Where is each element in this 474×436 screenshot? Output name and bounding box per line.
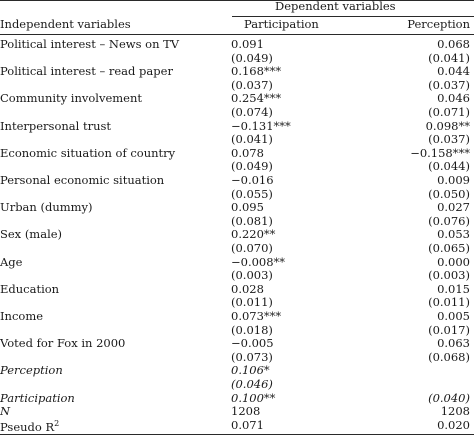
row-label <box>0 281 60 296</box>
participation-std-error: (0.049) <box>231 159 273 174</box>
row-label-text: Political interest – read paper <box>0 64 173 79</box>
row-label-text: Community involvement <box>0 91 143 106</box>
header-rule <box>0 34 474 35</box>
bottom-rule <box>0 434 474 435</box>
participation-coefficient: 0.106* <box>231 363 270 378</box>
participation-std-error: (0.074) <box>231 105 273 119</box>
participation-std-error: (0.041) <box>231 132 273 147</box>
participation-coefficient: 0.078 <box>231 145 264 160</box>
perception-std-error: (0.037) <box>428 77 470 92</box>
row-label <box>0 365 63 377</box>
participation-coefficient: 1208 <box>231 404 261 419</box>
participation-std-error: (0.070) <box>231 241 273 255</box>
row-label <box>0 93 142 105</box>
row-label-text: Sex (male) <box>0 227 63 242</box>
participation-std-error: (0.046) <box>231 377 273 391</box>
row-label <box>0 229 62 241</box>
perception-coefficient: 0.063 <box>437 336 470 351</box>
row-label <box>0 390 75 405</box>
participation-std-error: (0.073) <box>231 349 273 364</box>
perception-std-error: (0.017) <box>428 322 470 337</box>
perception-coefficient: 0.098** <box>425 118 470 133</box>
row-label <box>0 311 43 323</box>
participation-coefficient: 0.073*** <box>231 309 282 323</box>
participation-coefficient: 0.100** <box>231 390 276 405</box>
participation-std-error: (0.018) <box>231 322 273 337</box>
perception-coefficient: 0.027 <box>437 200 470 215</box>
participation-coefficient: 0.254*** <box>231 91 282 106</box>
participation-coefficient: 0.220** <box>231 227 276 242</box>
row-label-text: Pseudo R <box>0 419 55 434</box>
top-rule <box>0 0 474 1</box>
perception-coefficient: 0.005 <box>437 309 470 323</box>
participation-std-error: (0.011) <box>231 295 273 310</box>
participation-column-header: Participation <box>244 17 319 31</box>
perception-std-error: (0.068) <box>428 349 470 364</box>
row-label <box>0 406 10 418</box>
perception-std-error: (0.003) <box>428 268 470 283</box>
participation-coefficient: −0.016 <box>231 173 274 187</box>
perception-std-error: (0.076) <box>428 213 470 228</box>
perception-coefficient: 0.044 <box>437 64 470 79</box>
perception-std-error: (0.071) <box>428 105 470 119</box>
row-label-text: Income <box>0 309 44 323</box>
row-label <box>0 420 59 433</box>
participation-std-error: (0.037) <box>231 77 273 92</box>
perception-coefficient: 0.068 <box>437 37 470 51</box>
row-label-text: Economic situation of country <box>0 145 176 160</box>
perception-std-error: (0.050) <box>428 186 470 201</box>
perception-column-header: Perception <box>407 17 470 31</box>
dependent-variables-header: Dependent variables <box>275 0 396 13</box>
participation-coefficient: 0.168*** <box>231 64 282 79</box>
perception-coefficient: 0.009 <box>437 173 470 187</box>
perception-std-error: (0.011) <box>428 295 470 310</box>
perception-std-error: (0.044) <box>428 159 470 174</box>
row-label-text: Participation <box>0 390 75 405</box>
row-label-text: Education <box>0 281 60 296</box>
participation-coefficient: 0.091 <box>231 37 264 51</box>
row-label <box>0 66 173 78</box>
participation-std-error: (0.003) <box>231 268 273 283</box>
participation-coefficient: 0.071 <box>231 417 264 432</box>
row-label-text: Personal economic situation <box>0 173 165 187</box>
participation-coefficient: −0.008** <box>231 254 286 269</box>
row-label <box>0 118 112 133</box>
perception-coefficient: 0.053 <box>437 227 470 242</box>
row-label-text: N <box>0 404 11 419</box>
perception-std-error: (0.037) <box>428 132 470 147</box>
perception-std-error: (0.041) <box>428 50 470 65</box>
row-label-text: Voted for Fox in 2000 <box>0 336 126 351</box>
row-label <box>0 202 93 214</box>
participation-std-error: (0.081) <box>231 213 273 228</box>
participation-coefficient: 0.095 <box>231 200 264 215</box>
row-label <box>0 39 179 51</box>
row-label-superscript: 2 <box>54 418 60 428</box>
row-label <box>0 175 164 187</box>
perception-coefficient: 0.020 <box>437 417 470 432</box>
participation-std-error: (0.055) <box>231 186 273 201</box>
row-label <box>0 338 125 350</box>
perception-coefficient: 0.000 <box>437 254 470 269</box>
row-label-text: Political interest – News on TV <box>0 37 180 51</box>
row-label-text: Age <box>0 254 23 269</box>
row-label-text: Urban (dummy) <box>0 200 93 215</box>
row-label-text: Perception <box>0 363 63 378</box>
perception-std-error: (0.065) <box>428 241 470 255</box>
participation-coefficient: −0.005 <box>231 336 274 351</box>
row-label <box>0 145 176 160</box>
row-label-text: Interpersonal trust <box>0 118 112 133</box>
perception-coefficient: (0.040) <box>428 390 470 405</box>
perception-coefficient: −0.158*** <box>410 145 470 160</box>
participation-std-error: (0.049) <box>231 50 273 65</box>
independent-variables-header: Independent variables <box>0 17 131 31</box>
row-label <box>0 254 23 269</box>
perception-coefficient: 0.015 <box>437 281 470 296</box>
perception-coefficient: 1208 <box>440 404 470 419</box>
participation-coefficient: −0.131*** <box>231 118 291 133</box>
perception-coefficient: 0.046 <box>437 91 470 106</box>
participation-coefficient: 0.028 <box>231 281 264 296</box>
